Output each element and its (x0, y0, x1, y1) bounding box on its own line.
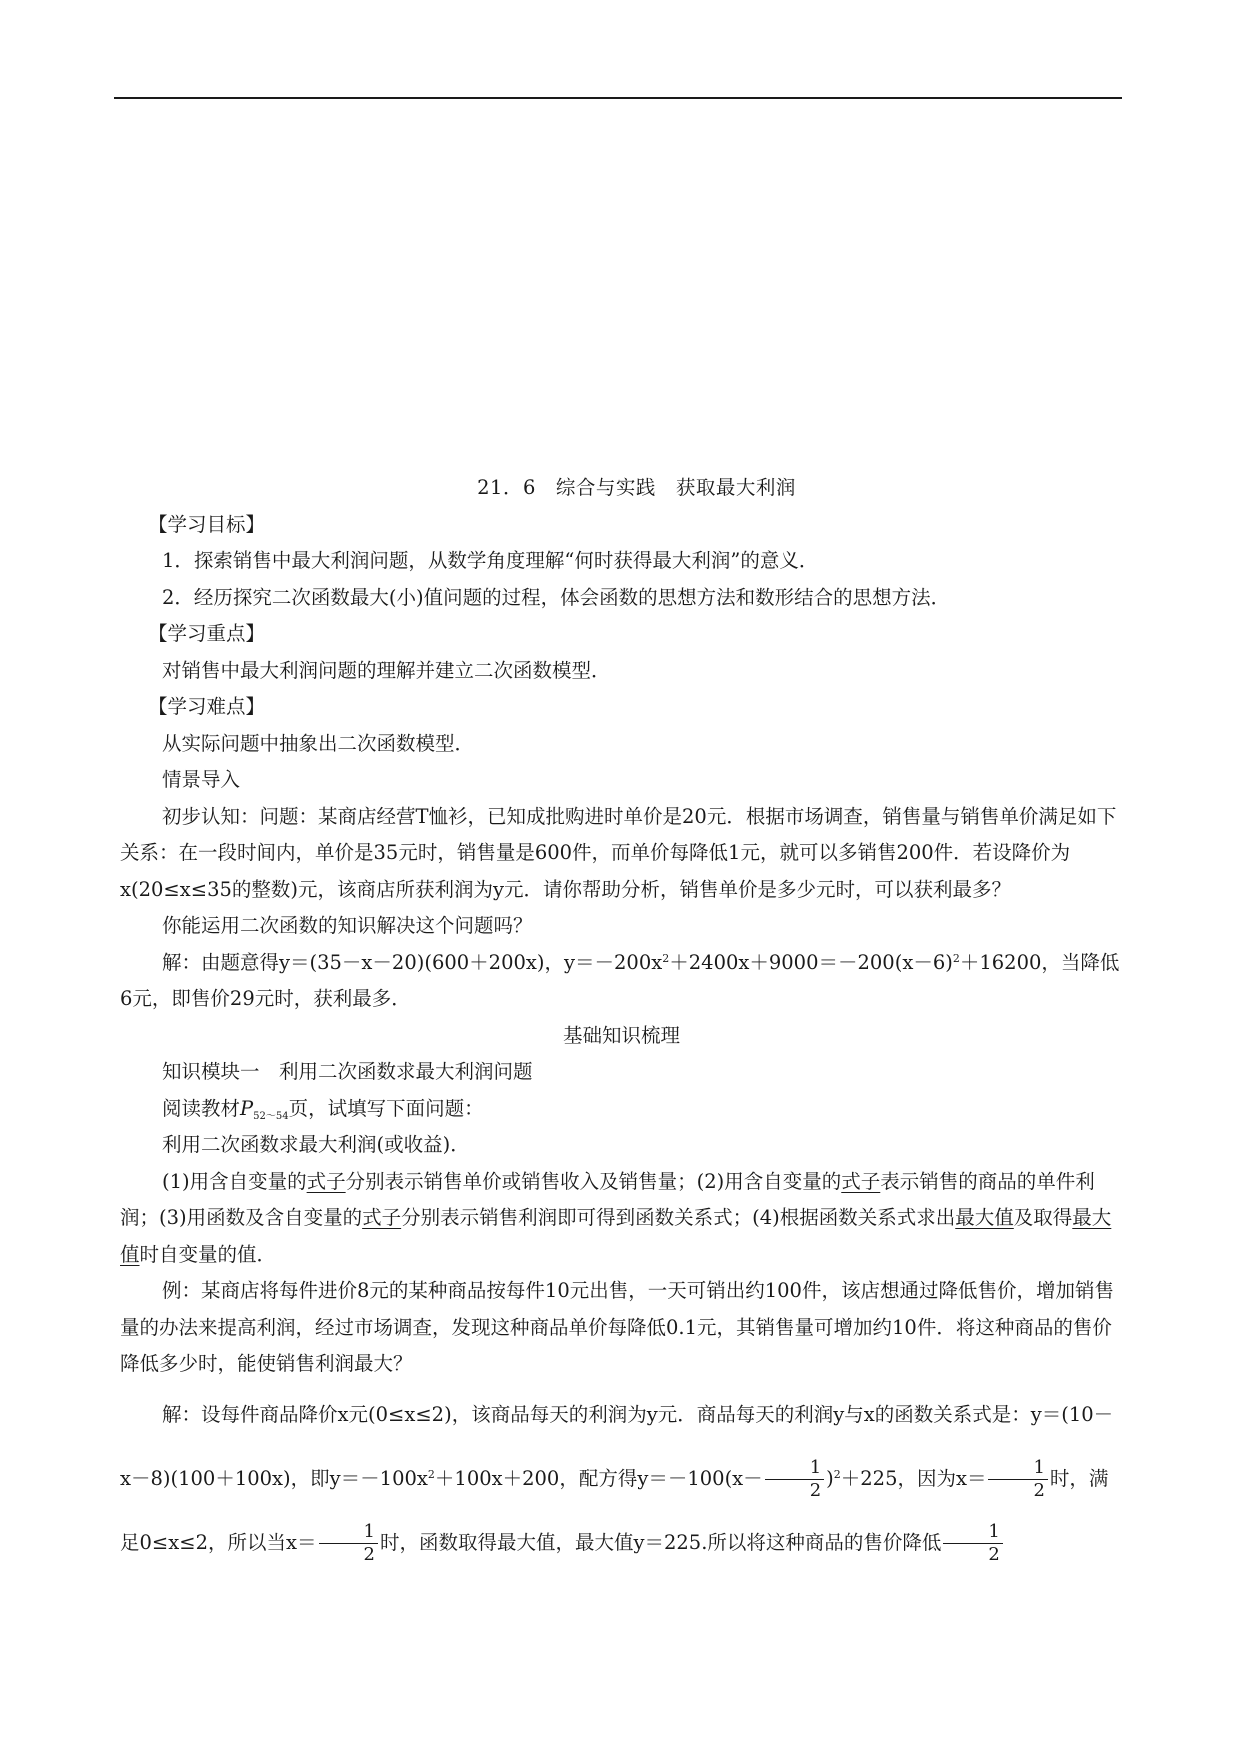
section-heading: 基础知识梳理 (562, 1023, 680, 1047)
key-points-text: 对销售中最大利润问题的理解并建立二次函数模型． (162, 658, 611, 682)
fill-blank: 式子 (306, 1169, 346, 1193)
fill-blank: 最大值 (955, 1206, 1014, 1229)
objective-2: 2．经历探究二次函数最大(小)值问题的过程，体会函数的思想方法和数形结合的思想方法． (162, 585, 951, 609)
fill-blank: 式子 (362, 1206, 402, 1229)
difficulty-text: 从实际问题中抽象出二次函数模型． (162, 731, 475, 755)
intro-question: 你能运用二次函数的知识解决这个问题吗？ (162, 914, 533, 937)
fraction: $\frac{1}{2}$ (988, 1459, 1047, 1500)
objective-1: 1．探索销售中最大利润问题，从数学角度理解“何时获得最大利润”的意义． (162, 549, 819, 572)
fill-blank: 最大值 (120, 1206, 1112, 1266)
header-rule (114, 97, 1122, 99)
fraction: $\frac{1}{2}$ (319, 1523, 378, 1564)
example-problem: 例：某商店将每件进价8元的某种商品按每件10元出售，一天可销出约100件，该店想通过降低售价，增加销售量的办法来提高利润，经过市场调查，发现这种商品单价每降低0.1元，其销售量可增加约10件．将这种商品的售价降低多少时，能使销售利润最大？ (120, 1279, 1114, 1375)
fraction: $\frac{1}{2}$ (765, 1459, 824, 1500)
key-points-heading: 【学习重点】 (148, 622, 266, 645)
method-title: 利用二次函数求最大利润(或收益)． (162, 1133, 470, 1156)
intro-label: 情景导入 (162, 768, 241, 791)
module-title: 知识模块一 利用二次函数求最大利润问题 (162, 1060, 533, 1083)
page-title: 21．6 综合与实践 获取最大利润 (477, 476, 796, 499)
document-body (120, 470, 1123, 1575)
objectives-heading: 【学习目标】 (148, 512, 266, 536)
fill-blank: 式子 (841, 1169, 881, 1193)
example-solution: 解：设每件商品降价x元(0≤x≤2)，该商品每天的利润为y元．商品每天的利润y与x的函数关系式是：y＝(10－x－8)(100＋100x)，即$y=-100x^2+100x+200$，配方得y＝－100(x－ $\frac{1}{2}$ )$^2$＋225，因为x＝ $\frac{1}{2}$ 时，满足0≤x≤2，所以当x＝ $\frac{1}{2}$ 时，函数取得最大值，最大值y＝225.所以将这种商品的售价降低 $\frac{1}{2}$ (120, 1402, 1114, 1565)
intro-solution: 解：由题意得y＝(35－x－20)(600＋200x)，$y=-200x^2+2400x+9000=-200(x-6)^2+16200$，当降低6元，即售价29元时，获利最多． (120, 950, 1120, 1010)
fraction: $\frac{1}{2}$ (943, 1523, 1002, 1564)
intro-problem: 初步认知：问题：某商店经营T恤衫，已知成批购进时单价是20元．根据市场调查，销售量与销售单价满足如下关系：在一段时间内，单价是35元时，销售量是600件，而单价每降低1元，就可以多销售200件．若设降价为x(20≤x≤35的整数)元，该商店所获利润为y元．请你帮助分析，销售单价是多少元时，可以获利最多？ (120, 804, 1117, 901)
reading-line: 阅读教材$P_{52\sim 54}$页，试填写下面问题： (162, 1096, 484, 1122)
difficulty-heading: 【学习难点】 (148, 695, 266, 718)
method-steps: (1)用含自变量的式子分别表示销售单价或销售收入及销售量；(2)用含自变量的式子表示销售的商品的单件利润；(3)用函数及含自变量的式子分别表示销售利润即可得到函数关系式；(4)根据函数关系式求出最大值及取得最大值时自变量的值． (120, 1169, 1112, 1266)
